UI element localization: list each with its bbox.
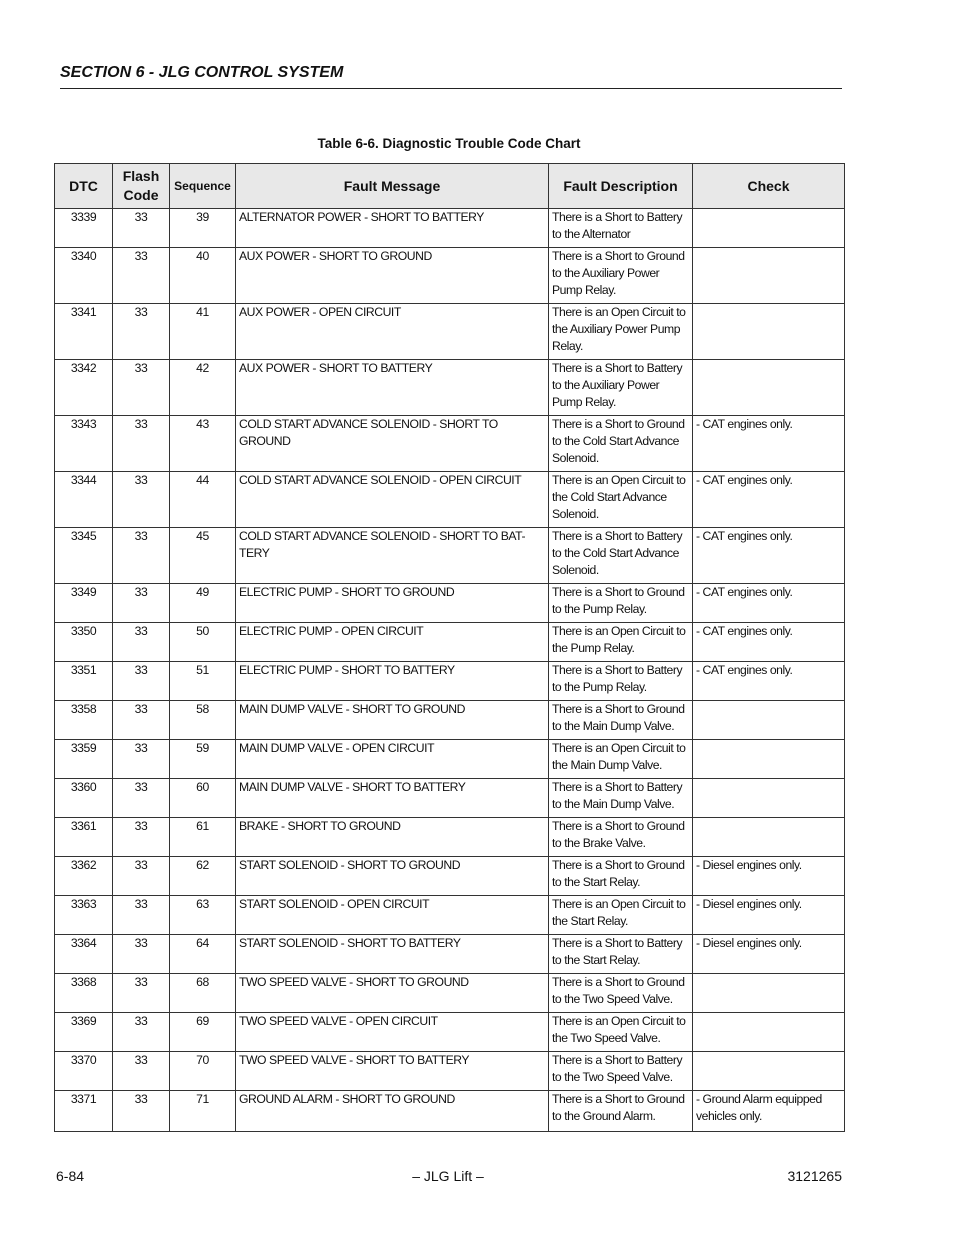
dtc-table — [54, 163, 845, 1132]
flash-code-cell: 33 — [113, 1052, 170, 1091]
flash-code-cell: 33 — [113, 896, 170, 935]
sequence-cell: 44 — [170, 472, 236, 528]
flash-code-cell: 33 — [113, 779, 170, 818]
flash-code-cell: 33 — [113, 623, 170, 662]
fault-message-cell: TWO SPEED VALVE - OPEN CIRCUIT — [236, 1013, 549, 1052]
fault-description-cell: There is a Short to Ground to the Start Relay. — [549, 857, 693, 896]
sequence-cell: 43 — [170, 416, 236, 472]
flash-code-cell: 33 — [113, 857, 170, 896]
table-body — [55, 209, 845, 1132]
dtc-cell: 3369 — [55, 1013, 113, 1052]
flash-code-cell: 33 — [113, 416, 170, 472]
check-cell: - Diesel engines only. — [693, 896, 845, 935]
table-row — [55, 779, 845, 818]
flash-code-cell: 33 — [113, 472, 170, 528]
sequence-cell: 58 — [170, 701, 236, 740]
check-cell: - CAT engines only. — [693, 623, 845, 662]
sequence-cell: 71 — [170, 1091, 236, 1132]
table-row — [55, 896, 845, 935]
fault-message-cell: BRAKE - SHORT TO GROUND — [236, 818, 549, 857]
fault-description-cell: There is a Short to Battery to the Two Speed Valve. — [549, 1052, 693, 1091]
table-row — [55, 701, 845, 740]
sequence-cell: 63 — [170, 896, 236, 935]
footer-page-number: 6-84 — [56, 1168, 85, 1184]
sequence-cell: 68 — [170, 974, 236, 1013]
fault-message-cell: ELECTRIC PUMP - SHORT TO GROUND — [236, 584, 549, 623]
fault-message-cell: MAIN DUMP VALVE - OPEN CIRCUIT — [236, 740, 549, 779]
fault-message-cell: ALTERNATOR POWER - SHORT TO BATTERY — [236, 209, 549, 248]
dtc-cell: 3345 — [55, 528, 113, 584]
fault-description-cell: There is a Short to Ground to the Two Speed Valve. — [549, 974, 693, 1013]
table-row — [55, 1013, 845, 1052]
check-cell — [693, 740, 845, 779]
table-row — [55, 584, 845, 623]
flash-code-cell: 33 — [113, 1013, 170, 1052]
table-row — [55, 740, 845, 779]
fault-description-cell: There is an Open Circuit to the Pump Relay. — [549, 623, 693, 662]
dtc-cell: 3339 — [55, 209, 113, 248]
check-cell: - Diesel engines only. — [693, 935, 845, 974]
dtc-cell: 3364 — [55, 935, 113, 974]
dtc-cell: 3358 — [55, 701, 113, 740]
check-cell — [693, 1013, 845, 1052]
dtc-cell: 3344 — [55, 472, 113, 528]
check-cell — [693, 209, 845, 248]
sequence-cell: 59 — [170, 740, 236, 779]
sequence-cell: 51 — [170, 662, 236, 701]
fault-message-cell: MAIN DUMP VALVE - SHORT TO BATTERY — [236, 779, 549, 818]
dtc-cell: 3360 — [55, 779, 113, 818]
flash-code-cell: 33 — [113, 818, 170, 857]
fault-message-cell: TWO SPEED VALVE - SHORT TO BATTERY — [236, 1052, 549, 1091]
table-row — [55, 360, 845, 416]
dtc-cell: 3350 — [55, 623, 113, 662]
table-row — [55, 1052, 845, 1091]
fault-message-cell: TWO SPEED VALVE - SHORT TO GROUND — [236, 974, 549, 1013]
check-cell: - CAT engines only. — [693, 416, 845, 472]
table-row — [55, 528, 845, 584]
fault-description-cell: There is a Short to Battery to the Alternator — [549, 209, 693, 248]
dtc-cell: 3361 — [55, 818, 113, 857]
column-header-sequence: Sequence — [170, 164, 236, 209]
table-header-row — [55, 164, 845, 209]
dtc-cell: 3359 — [55, 740, 113, 779]
dtc-cell: 3342 — [55, 360, 113, 416]
fault-message-cell: ELECTRIC PUMP - SHORT TO BATTERY — [236, 662, 549, 701]
fault-description-cell: There is a Short to Ground to the Cold Start Advance Solenoid. — [549, 416, 693, 472]
fault-message-cell: START SOLENOID - OPEN CIRCUIT — [236, 896, 549, 935]
sequence-cell: 49 — [170, 584, 236, 623]
check-cell — [693, 248, 845, 304]
fault-description-cell: There is a Short to Ground to the Auxiliary Power Pump Relay. — [549, 248, 693, 304]
flash-code-cell: 33 — [113, 662, 170, 701]
table-row — [55, 935, 845, 974]
sequence-cell: 64 — [170, 935, 236, 974]
table-row — [55, 818, 845, 857]
footer-document-number: 3121265 — [787, 1168, 842, 1184]
fault-description-cell: There is a Short to Battery to the Main Dump Valve. — [549, 779, 693, 818]
table-row — [55, 472, 845, 528]
sequence-cell: 61 — [170, 818, 236, 857]
flash-code-cell: 33 — [113, 209, 170, 248]
table-row — [55, 623, 845, 662]
fault-description-cell: There is a Short to Ground to the Pump Relay. — [549, 584, 693, 623]
flash-code-cell: 33 — [113, 740, 170, 779]
fault-message-cell: GROUND ALARM - SHORT TO GROUND — [236, 1091, 549, 1132]
check-cell: - Diesel engines only. — [693, 857, 845, 896]
fault-message-cell: COLD START ADVANCE SOLENOID - SHORT TO BAT-TERY — [236, 528, 549, 584]
flash-code-cell: 33 — [113, 304, 170, 360]
footer-publisher: – JLG Lift – — [412, 1168, 484, 1184]
sequence-cell: 41 — [170, 304, 236, 360]
dtc-cell: 3362 — [55, 857, 113, 896]
table-row — [55, 662, 845, 701]
dtc-cell: 3349 — [55, 584, 113, 623]
fault-description-cell: There is a Short to Ground to the Main Dump Valve. — [549, 701, 693, 740]
section-header: SECTION 6 - JLG CONTROL SYSTEM — [60, 64, 842, 89]
flash-code-cell: 33 — [113, 974, 170, 1013]
sequence-cell: 45 — [170, 528, 236, 584]
sequence-cell: 60 — [170, 779, 236, 818]
fault-message-cell: AUX POWER - OPEN CIRCUIT — [236, 304, 549, 360]
fault-description-cell: There is an Open Circuit to the Start Relay. — [549, 896, 693, 935]
sequence-cell: 69 — [170, 1013, 236, 1052]
dtc-cell: 3371 — [55, 1091, 113, 1132]
table-row — [55, 1091, 845, 1132]
flash-code-cell: 33 — [113, 584, 170, 623]
check-cell — [693, 779, 845, 818]
fault-message-cell: MAIN DUMP VALVE - SHORT TO GROUND — [236, 701, 549, 740]
dtc-cell: 3363 — [55, 896, 113, 935]
check-cell: - CAT engines only. — [693, 662, 845, 701]
column-header-fault-description: Fault Description — [549, 164, 693, 209]
check-cell: - CAT engines only. — [693, 528, 845, 584]
table-row — [55, 416, 845, 472]
fault-description-cell: There is an Open Circuit to the Two Speed Valve. — [549, 1013, 693, 1052]
column-header-check: Check — [693, 164, 845, 209]
column-header-fault-message: Fault Message — [236, 164, 549, 209]
check-cell — [693, 1052, 845, 1091]
fault-message-cell: COLD START ADVANCE SOLENOID - SHORT TO GROUND — [236, 416, 549, 472]
check-cell — [693, 304, 845, 360]
sequence-cell: 70 — [170, 1052, 236, 1091]
flash-code-cell: 33 — [113, 360, 170, 416]
dtc-cell: 3370 — [55, 1052, 113, 1091]
fault-description-cell: There is an Open Circuit to the Auxiliary Power Pump Relay. — [549, 304, 693, 360]
flash-code-cell: 33 — [113, 935, 170, 974]
check-cell — [693, 818, 845, 857]
table-title: Table 6-6. Diagnostic Trouble Code Chart — [317, 136, 581, 151]
fault-message-cell: COLD START ADVANCE SOLENOID - OPEN CIRCUIT — [236, 472, 549, 528]
sequence-cell: 39 — [170, 209, 236, 248]
fault-description-cell: There is a Short to Ground to the Ground Alarm. — [549, 1091, 693, 1132]
flash-code-cell: 33 — [113, 1091, 170, 1132]
table-row — [55, 974, 845, 1013]
fault-message-cell: AUX POWER - SHORT TO BATTERY — [236, 360, 549, 416]
check-cell: - Ground Alarm equipped vehicles only. — [693, 1091, 845, 1132]
column-header-flash-code: Flash Code — [113, 164, 170, 209]
sequence-cell: 42 — [170, 360, 236, 416]
fault-description-cell: There is a Short to Battery to the Start Relay. — [549, 935, 693, 974]
sequence-cell: 40 — [170, 248, 236, 304]
sequence-cell: 62 — [170, 857, 236, 896]
check-cell — [693, 701, 845, 740]
fault-message-cell: START SOLENOID - SHORT TO GROUND — [236, 857, 549, 896]
column-header-dtc: DTC — [55, 164, 113, 209]
check-cell: - CAT engines only. — [693, 584, 845, 623]
dtc-cell: 3351 — [55, 662, 113, 701]
table-row — [55, 304, 845, 360]
flash-code-cell: 33 — [113, 701, 170, 740]
fault-description-cell: There is a Short to Battery to the Pump Relay. — [549, 662, 693, 701]
dtc-cell: 3341 — [55, 304, 113, 360]
check-cell — [693, 360, 845, 416]
table-row — [55, 248, 845, 304]
fault-description-cell: There is a Short to Ground to the Brake Valve. — [549, 818, 693, 857]
fault-description-cell: There is an Open Circuit to the Cold Start Advance Solenoid. — [549, 472, 693, 528]
fault-message-cell: AUX POWER - SHORT TO GROUND — [236, 248, 549, 304]
fault-description-cell: There is a Short to Battery to the Cold Start Advance Solenoid. — [549, 528, 693, 584]
fault-message-cell: START SOLENOID - SHORT TO BATTERY — [236, 935, 549, 974]
check-cell — [693, 974, 845, 1013]
fault-description-cell: There is a Short to Battery to the Auxiliary Power Pump Relay. — [549, 360, 693, 416]
dtc-cell: 3340 — [55, 248, 113, 304]
dtc-cell: 3343 — [55, 416, 113, 472]
table-row — [55, 857, 845, 896]
flash-code-cell: 33 — [113, 248, 170, 304]
fault-message-cell: ELECTRIC PUMP - OPEN CIRCUIT — [236, 623, 549, 662]
fault-description-cell: There is an Open Circuit to the Main Dump Valve. — [549, 740, 693, 779]
table-row — [55, 209, 845, 248]
dtc-cell: 3368 — [55, 974, 113, 1013]
check-cell: - CAT engines only. — [693, 472, 845, 528]
sequence-cell: 50 — [170, 623, 236, 662]
flash-code-cell: 33 — [113, 528, 170, 584]
